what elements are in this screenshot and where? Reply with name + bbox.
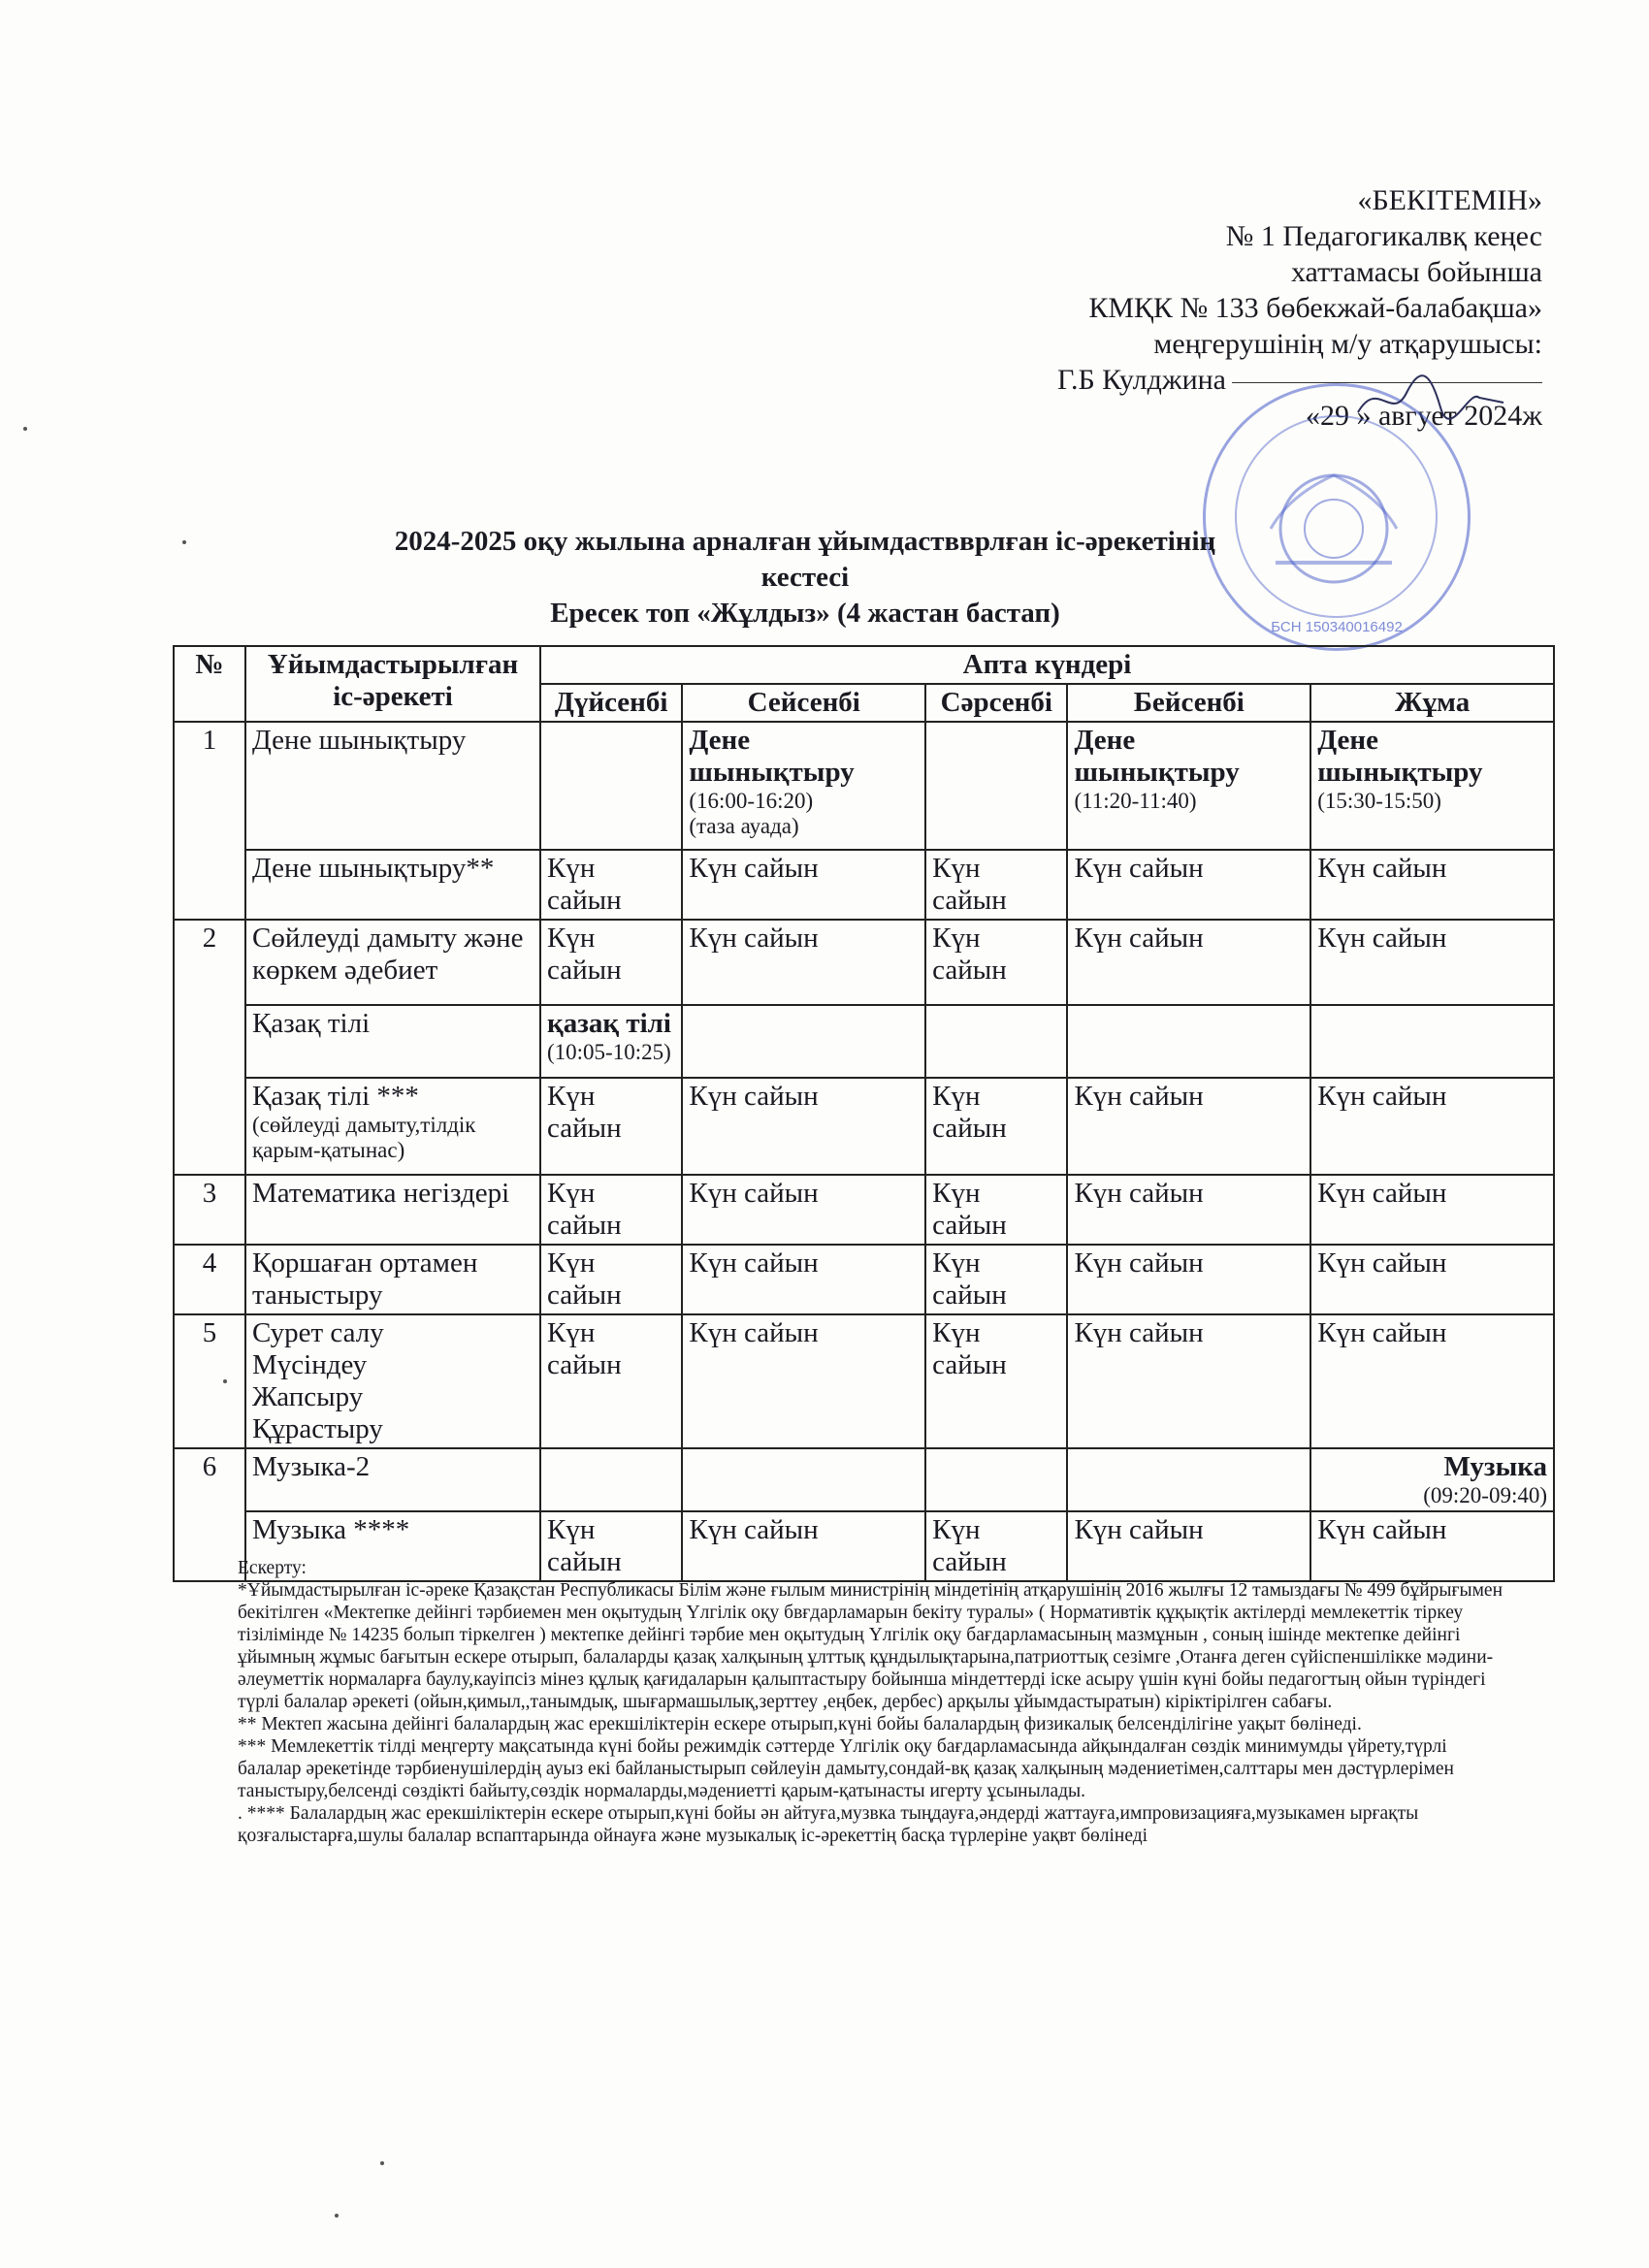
cell-empty <box>925 722 1067 850</box>
cell-daily: Күн сайын <box>1310 1175 1554 1245</box>
cell-daily: Күн сайын <box>540 1511 682 1581</box>
cell-time: (09:20-09:40) <box>1423 1483 1547 1507</box>
header-friday: Жұма <box>1310 684 1554 722</box>
header-tuesday: Сейсенбі <box>682 684 925 722</box>
activity-name <box>245 1314 540 1448</box>
cell-daily: Күн сайын <box>682 1314 925 1448</box>
cell-daily: Күн сайын <box>540 1314 682 1448</box>
cell-activity: Дене шынықтыру <box>1317 725 1483 788</box>
header-wednesday: Сәрсенбі <box>925 684 1067 722</box>
table-row <box>174 1448 1554 1511</box>
row-number: 5 <box>174 1314 245 1448</box>
cell-daily: Күн сайын <box>1067 1314 1310 1448</box>
notes-section <box>238 1557 1513 1847</box>
cell-daily: Күн сайын <box>925 920 1067 1005</box>
cell-daily: Күн сайын <box>540 920 682 1005</box>
cell-daily: Күн сайын <box>540 850 682 920</box>
activity-name: Математика негіздері <box>245 1175 540 1245</box>
activity-subtitle: (сөйлеуді дамыту,тілдік қарым-қатынас) <box>252 1113 476 1162</box>
cell-daily: Күн сайын <box>682 1245 925 1314</box>
cell-daily: Күн сайын <box>1067 1175 1310 1245</box>
header-monday: Дүйсенбі <box>540 684 682 722</box>
cell-time: (10:05-10:25) <box>547 1040 671 1064</box>
activity-line: Сурет салу <box>252 1317 384 1348</box>
approval-line-position: меңгерушінің м/у атқарушысы: <box>1153 328 1542 360</box>
cell-empty <box>682 1005 925 1078</box>
cell-daily: Күн сайын <box>1310 920 1554 1005</box>
scan-speck <box>335 2214 339 2218</box>
cell-activity: Музыка <box>1443 1451 1547 1482</box>
cell-friday <box>1310 722 1554 850</box>
approval-line-date: «29 » авгует 2024ж <box>1305 400 1542 432</box>
cell-empty <box>540 1448 682 1511</box>
approval-line-org: КМҚК № 133 бөбекжай-балабақша» <box>1088 292 1542 324</box>
cell-activity: қазақ тілі <box>547 1008 671 1039</box>
cell-daily: Күн сайын <box>925 1078 1067 1175</box>
cell-daily: Күн сайын <box>925 1511 1067 1581</box>
cell-empty <box>1067 1005 1310 1078</box>
cell-daily: Күн сайын <box>540 1078 682 1175</box>
header-thursday: Бейсенбі <box>1067 684 1310 722</box>
notes-heading: Ескерту: <box>238 1558 307 1578</box>
table-row <box>174 1175 1554 1245</box>
header-week-days: Апта күндері <box>540 646 1554 684</box>
signature-icon <box>1353 369 1508 427</box>
cell-daily: Күн сайын <box>1067 920 1310 1005</box>
activity-name: Дене шынықтыру** <box>245 850 540 920</box>
note-paragraph: *** Мемлекеттік тілді меңгерту мақсатында күні бойы режимдік сәттерде Үлгілік оқу бағдарламасында айқындалған сөздік минимумды үйрету,түрлі балалар әрекетінде тәрбиенушілердің ауыз екі байланыстырып сөйлеуін дамыту,сондай-вқ қазақ халқының мәдениетімен,салттары мен дәстүрлерімен таныстыру,белсенді сөздікті байыту,сөздік нормаларды,мәдениетті қарым-қатынасты игерту ұсынылады. <box>238 1736 1454 1801</box>
header-activity: Ұйымдастырылған іс-әрекеті <box>245 646 540 722</box>
activity-name: Қоршаған ортамен таныстыру <box>245 1245 540 1314</box>
cell-daily: Күн сайын <box>925 1175 1067 1245</box>
row-number: 6 <box>174 1448 245 1581</box>
scan-speck <box>182 540 186 544</box>
approver-name: Г.Б Кулджина <box>1056 364 1226 396</box>
cell-daily: Күн сайын <box>682 920 925 1005</box>
activity-name: Музыка **** <box>245 1511 540 1581</box>
table-row <box>174 1005 1554 1078</box>
cell-daily: Күн сайын <box>925 1245 1067 1314</box>
scan-speck <box>380 2161 384 2165</box>
approval-line-protocol: хаттамасы бойынша <box>1290 256 1542 288</box>
row-number: 4 <box>174 1245 245 1314</box>
cell-time: (15:30-15:50) <box>1317 789 1441 813</box>
approval-line-council: № 1 Педагогикалвқ кеңес <box>1225 220 1542 252</box>
schedule-table <box>173 645 1555 1582</box>
approval-heading: «БЕКІТЕМІН» <box>1357 184 1542 216</box>
scan-speck <box>223 1379 227 1383</box>
stamp-bin: БСН 150340016492 <box>1271 619 1403 635</box>
emblem-icon <box>1251 456 1416 601</box>
cell-empty <box>1310 1005 1554 1078</box>
cell-time: (16:00-16:20) <box>689 789 814 813</box>
activity-line: Жапсыру <box>252 1381 364 1412</box>
activity-line: Құрастыру <box>252 1413 383 1444</box>
row-number: 3 <box>174 1175 245 1245</box>
cell-daily: Күн сайын <box>682 1511 925 1581</box>
cell-time: (11:20-11:40) <box>1074 789 1197 813</box>
cell-empty <box>1067 1448 1310 1511</box>
cell-empty <box>925 1005 1067 1078</box>
cell-note: (таза ауада) <box>689 814 799 838</box>
activity-name: Дене шынықтыру <box>245 722 540 850</box>
activity-line: Мүсіндеу <box>252 1349 368 1380</box>
table-header-row <box>174 646 1554 684</box>
cell-daily: Күн сайын <box>1067 1078 1310 1175</box>
cell-thursday <box>1067 722 1310 850</box>
cell-daily: Күн сайын <box>1310 1511 1554 1581</box>
activity-title: Қазақ тілі *** <box>252 1081 419 1112</box>
cell-daily: Күн сайын <box>540 1245 682 1314</box>
table-row <box>174 1078 1554 1175</box>
cell-daily: Күн сайын <box>682 850 925 920</box>
activity-name: Музыка-2 <box>245 1448 540 1511</box>
cell-activity: Дене шынықтыру <box>689 725 855 788</box>
table-row <box>174 1245 1554 1314</box>
row-number: 2 <box>174 920 245 1175</box>
cell-monday <box>540 1005 682 1078</box>
title-line-2: Ересек топ «Жұлдыз» (4 жастан бастап) <box>550 598 1060 629</box>
cell-activity: Дене шынықтыру <box>1074 725 1240 788</box>
cell-daily: Күн сайын <box>925 1314 1067 1448</box>
cell-tuesday <box>682 722 925 850</box>
document-title <box>369 524 1242 632</box>
activity-name <box>245 1078 540 1175</box>
cell-daily: Күн сайын <box>1067 1511 1310 1581</box>
title-line-1: 2024-2025 оқу жылына арналған ұйымдаствврлған іс-әрекетінің кестесі <box>394 526 1216 593</box>
note-paragraph: . **** Балалардың жас ерекшіліктерін ескере отырып,күні бойы ән айтуға,музвка тыңдауға,әндерді жаттауға,импровизацияға,музыкамен ырғақты қозғалыстарға,шулы балалар вспаптарында ойнауға және музыкалық іс-әрекеттің басқа түрлеріне уақвт бөлінеді <box>238 1803 1419 1846</box>
cell-daily: Күн сайын <box>925 850 1067 920</box>
scan-speck <box>23 427 27 431</box>
cell-friday <box>1310 1448 1554 1511</box>
table-row <box>174 920 1554 1005</box>
table-row <box>174 1314 1554 1448</box>
cell-daily: Күн сайын <box>1310 850 1554 920</box>
cell-empty <box>682 1448 925 1511</box>
cell-daily: Күн сайын <box>1310 1078 1554 1175</box>
table-row <box>174 850 1554 920</box>
cell-daily: Күн сайын <box>1310 1245 1554 1314</box>
cell-empty <box>925 1448 1067 1511</box>
row-number: 1 <box>174 722 245 920</box>
cell-daily: Күн сайын <box>1067 1245 1310 1314</box>
cell-daily: Күн сайын <box>1067 850 1310 920</box>
table-row <box>174 722 1554 850</box>
cell-daily: Күн сайын <box>1310 1314 1554 1448</box>
activity-name: Сөйлеуді дамыту және көркем әдебиет <box>245 920 540 1005</box>
cell-daily: Күн сайын <box>540 1175 682 1245</box>
activity-name: Қазақ тілі <box>245 1005 540 1078</box>
cell-daily: Күн сайын <box>682 1078 925 1175</box>
cell-empty <box>540 722 682 850</box>
note-paragraph: ** Мектеп жасына дейінгі балалардың жас ерекшіліктерін ескере отырып,күні бойы балалардың физикалық белсенділігіне уақыт бөлінеді. <box>238 1714 1362 1734</box>
header-num: № <box>174 646 245 722</box>
note-paragraph: *Ұйымдастырылған іс-әреке Қазақстан Республикасы Білім және ғылым министрінің міндетінің атқарушінің 2016 жылғы 12 тамыздағы № 499 бұйрығымен бекітілген «Мектепке дейінгі тәрбиемен мен оқытудың Үлгілік оқу бвғдарламарын бекіту туралы» ( Нормативтік құқықтік актілерді мемлекеттік тіркеу тізілімінде № 14235 болып тіркелген ) мектепке дейінгі тәрбие мен оқытудың Үлгілік оқу бағдарламасының мазмұнын , соның ішінде мектепке дейінгі ұйымның жұмыс бағытын ескере отырып, балаларды қазақ халқының ұлттық құндылықтарына,патриоттық сезімге ,Отанға деген сүйіспеншілікке мәдини- әлеуметтік нормаларға баулу,кауіпсіз мінез құлық қағидаларын қалыптастыру бойынша міндеттерді іске асыру үшін күні бойы педагогтың ойын түріндегі түрлі балалар әрекеті (ойын,қимыл,,танымдық, шығармашылық,зерттеу ,еңбек, дербес) арқылы ұйымдастыратын) кіріктірілген сабағы. <box>238 1580 1504 1712</box>
cell-daily: Күн сайын <box>682 1175 925 1245</box>
